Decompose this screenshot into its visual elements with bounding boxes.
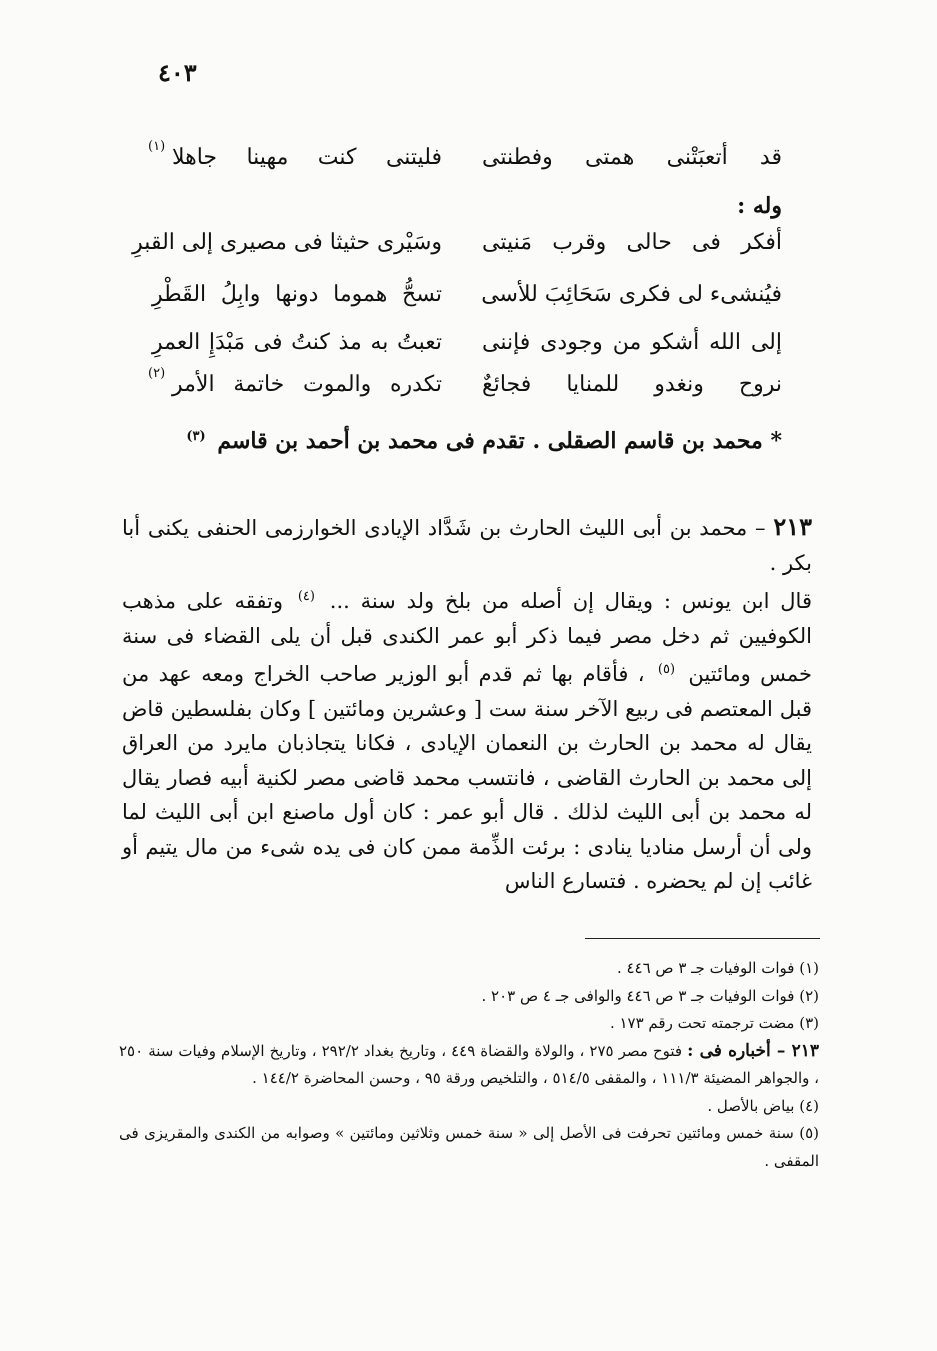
footnote: (٤) بياض بالأصل . xyxy=(707,1096,819,1115)
poem-verse xyxy=(148,139,782,185)
footnote-marker: (٤) xyxy=(297,589,315,604)
entry-text: قال ابن يونس : ويقال إن أصله من بلخ ولد سنة ... xyxy=(329,589,812,613)
verse-second-hemistich: تكدره والموت خاتمة الأمر xyxy=(172,372,442,397)
verse-first-hemistich: أفكر فى حالى وقرب مَنيتى xyxy=(482,230,782,255)
poem-verse xyxy=(152,282,782,322)
entry-head-text: – محمد بن أبى الليث الحارث بن شَدَّاد الإيادى الخوارزمى الحنفى يكنى أبا بكر . xyxy=(122,516,812,575)
verse-first-hemistich: نروح ونغدو للمنايا فجائعٌ xyxy=(482,372,782,397)
verse-second-hemistich: وسَيْرى حثيثا فى مصيرى إلى القبرِ xyxy=(132,230,442,255)
poem-heading: وله : xyxy=(737,193,782,219)
footnote-entry-ref: ٢١٣ – أخباره فى : xyxy=(687,1040,819,1061)
footnote-marker: (٥) xyxy=(657,662,676,677)
footnote-divider xyxy=(585,938,820,939)
footnote: (٥) سنة خمس ومائتين تحرفت فى الأصل إلى « سنة خمس وثلاثين ومائتين » وصوابه من الكندى والمقريزى فى المقفى . xyxy=(119,1124,819,1170)
verse-second-hemistich xyxy=(172,145,442,170)
footnotes xyxy=(119,955,819,1175)
poem-verse xyxy=(132,230,782,270)
cross-reference-text: * محمد بن قاسم الصقلى . تقدم فى محمد بن أحمد بن قاسم xyxy=(217,428,782,454)
verse-second-hemistich: تعبتُ به مذ كنتُ فى مَبْدَإِ العمرِ xyxy=(152,330,442,355)
verse-first-hemistich: إلى الله أشكو من وجودى فإننى xyxy=(482,330,782,355)
footnote: (٢) فوات الوفيات جـ ٣ ص ٤٤٦ والوافى جـ ٤ ص ٢٠٣ . xyxy=(481,986,819,1005)
footnote-marker: (٣) xyxy=(186,428,206,444)
footnote-marker: (١) xyxy=(148,139,166,154)
entry-body xyxy=(122,510,812,899)
entry-text: وتفقه على مذهب الكوفيين ثم دخل مصر فيما ذكر أبو عمر الكندى قبل أن يلى القضاء فى سنة خمس ومائتين xyxy=(122,589,812,686)
footnote-marker: (٢) xyxy=(148,366,166,381)
verse-second-hemistich: تسحُّ هموما دونها وابِلُ القَطْرِ xyxy=(152,282,442,307)
verse-first-hemistich: قد أتعبَتْنى همتى وفطنتى xyxy=(482,145,782,170)
footnote: (١) فوات الوفيات جـ ٣ ص ٤٤٦ . xyxy=(616,959,819,977)
footnote-sources-text: فتوح مصر ٢٧٥ ، والولاة والقضاة ٤٤٩ ، وتاريخ بغداد ٢٩٢/٢ ، وتاريخ الإسلام وفيات سنة ٢٥٠ ، والجواهر المضيئة ١١١/٣ ، والمقفى ٥١٤/٥ ، والتلخيص ورقة ٩٥ ، وحسن المحاضرة ١٤٤/٢ . xyxy=(119,1041,819,1087)
footnote: (٣) مضت ترجمته تحت رقم ١٧٣ . xyxy=(609,1014,819,1032)
footnote-sources xyxy=(119,1038,819,1093)
page-number: ٤٠٣ xyxy=(158,58,197,87)
verse-first-hemistich: فيُنشىء لى فكرى سَحَائِبَ للأسى xyxy=(481,282,782,307)
cross-reference xyxy=(142,428,782,454)
verse-second-hemistich-text: فليتنى كنت مهينا جاهلا xyxy=(172,145,442,170)
poem-verse xyxy=(148,366,782,412)
poem-verse xyxy=(152,330,782,370)
entry-heading xyxy=(122,510,812,580)
entry-paragraph xyxy=(122,580,812,899)
entry-number: ٢١٣ xyxy=(773,512,812,541)
entry-text: ، فأقام بها ثم قدم أبو الوزير صاحب الخراج ومعه عهد من قبل المعتصم فى ربيع الآخر سنة ست [ وعشرين ومائتين ] وكان بفلسطين قاض يقال له محمد بن الحارث بن النعمان الإيادى ، فكانا يتجاذبان مايرد من العراق إلى محمد بن الحارث القاضى ، فانتسب محمد قاضى مصر لكنية أبيه فصار يقال له محمد بن أبى الليث لذلك . قال أبو عمر : كان أول ماصنع ابن أبى الليث لما ولى أن أرسل مناديا ينادى : برئت الذِّمة ممن كان فى يده شىء من مال يتيم أو غائب إن لم يحضره . فتسارع الناس xyxy=(122,662,812,893)
